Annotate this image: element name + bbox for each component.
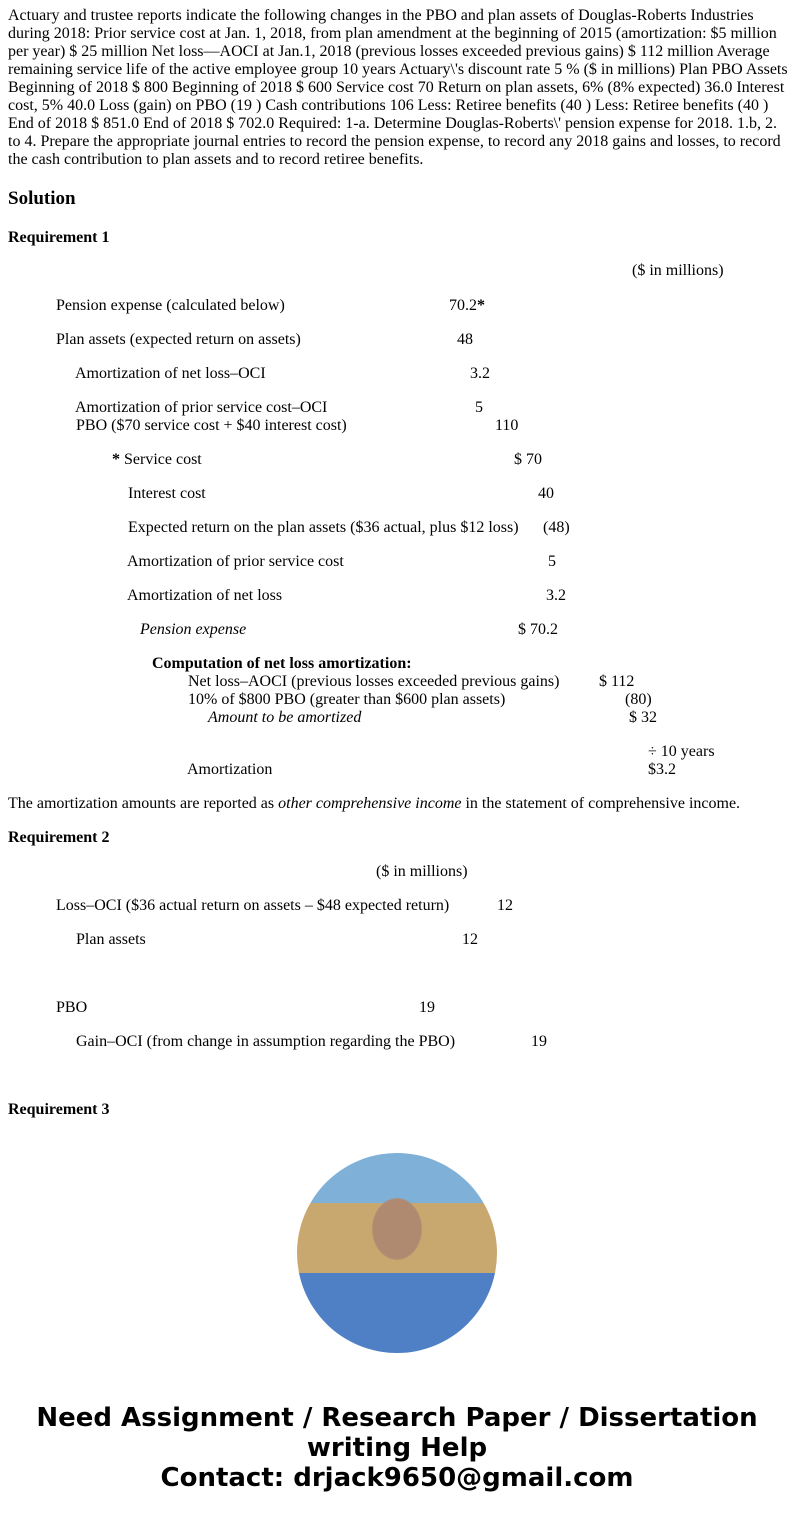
entry-label: Plan assets [76, 931, 146, 948]
amortization-note: The amortization amounts are reported as other comprehensive income in the statement of comprehensive income. [8, 795, 741, 812]
amort-result-value: $3.2 [648, 761, 676, 778]
units-label: ($ in millions) [632, 262, 724, 279]
amortization-title: Computation of net loss amortization: [152, 655, 412, 672]
entry-value: 110 [495, 417, 519, 434]
entry-label: Gain–OCI (from change in assumption regarding the PBO) [76, 1033, 456, 1050]
units-label: ($ in millions) [376, 863, 468, 880]
amort-value: (80) [625, 691, 652, 708]
calc-value: (48) [543, 519, 570, 536]
entry-value: 3.2 [470, 365, 490, 382]
calc-label: Amortization of prior service cost [127, 553, 344, 570]
contact-footer [0, 1403, 794, 1493]
requirement-3-heading: Requirement 3 [8, 1101, 110, 1118]
entry-label: Amortization of net loss–OCI [75, 365, 266, 382]
amort-value: $ 112 [599, 673, 635, 690]
entry-label: Loss–OCI ($36 actual return on assets – $48 expected return) [56, 897, 450, 914]
entry-label: PBO [56, 999, 88, 1016]
entry-value: 5 [475, 399, 483, 416]
amort-result-label: Amortization [187, 761, 273, 778]
calc-value: 40 [538, 485, 554, 502]
amort-divisor: ÷ 10 years [648, 743, 715, 760]
calc-total-value: $ 70.2 [518, 621, 558, 638]
calc-value: $ 70 [514, 451, 542, 468]
entry-label: Amortization of prior service cost–OCI [75, 399, 328, 416]
requirement-1-heading: Requirement 1 [8, 229, 110, 246]
requirement-2-heading: Requirement 2 [8, 829, 110, 846]
calc-label: Amortization of net loss [127, 587, 283, 604]
entry-value: 70.2* [449, 297, 485, 314]
entry-value: 12 [497, 897, 513, 914]
contact-email: Contact: drjack9650@gmail.com [160, 1463, 634, 1493]
amort-label: Net loss–AOCI (previous losses exceeded previous gains) [188, 673, 560, 690]
amort-label: 10% of $800 PBO (greater than $600 plan assets) [188, 691, 506, 708]
question-text: Actuary and trustee reports indicate the following changes in the PBO and plan assets of Douglas-Roberts Industries during 2018: Prior service cost at Jan. 1, 2018, from plan amendment at the beginning of 2015 (amortization: $5 million per year) $ 25 million Net loss—AOCI at Jan.1, 2018 (previous losses exceeded previous gains) $ 112 million Average remaining service life of the active employee group 10 years Actuary\'s discount rate 5 % ($ in millions) Plan PBO Assets Beginning of 2018 $ 800 Beginning of 2018 $ 600 Service cost 70 Return on plan assets, 6% (8% expected) 36.0 Interest cost, 5% 40.0 Loss (gain) on PBO (19 ) Cash contributions 106 Less: Retiree benefits (40 ) Less: Retiree benefits (40 ) End of 2018 $ 851.0 End of 2018 $ 702.0 Required: 1-a. Determine Douglas-Roberts\' pension expense for 2018. 1.b, 2. to 4. Prepare the appropriate journal entries to record the pension expense, to record any 2018 gains and losses, to record the cash contribution to plan assets and to record retiree benefits. [8, 7, 788, 168]
entry-value: 12 [462, 931, 478, 948]
author-avatar [297, 1153, 497, 1353]
entry-value: 19 [531, 1033, 547, 1050]
calc-value: 5 [548, 553, 556, 570]
footer-line: writing Help [306, 1433, 488, 1463]
entry-label: PBO ($70 service cost + $40 interest cost) [76, 417, 347, 434]
entry-value: 48 [457, 331, 473, 348]
entry-label: Pension expense (calculated below) [56, 297, 285, 314]
amort-value: $ 32 [629, 709, 657, 726]
entry-value: 19 [419, 999, 435, 1016]
calc-label: Expected return on the plan assets ($36 actual, plus $12 loss) [128, 519, 519, 536]
solution-heading: Solution [8, 188, 76, 209]
footer-line: Need Assignment / Research Paper / Dissertation [36, 1403, 758, 1433]
entry-label: Plan assets (expected return on assets) [56, 331, 301, 348]
calc-label: Interest cost [128, 485, 206, 502]
calc-total-label: Pension expense [140, 621, 247, 638]
amort-label: Amount to be amortized [208, 709, 362, 726]
calc-label: * Service cost [112, 451, 202, 468]
calc-value: 3.2 [546, 587, 566, 604]
